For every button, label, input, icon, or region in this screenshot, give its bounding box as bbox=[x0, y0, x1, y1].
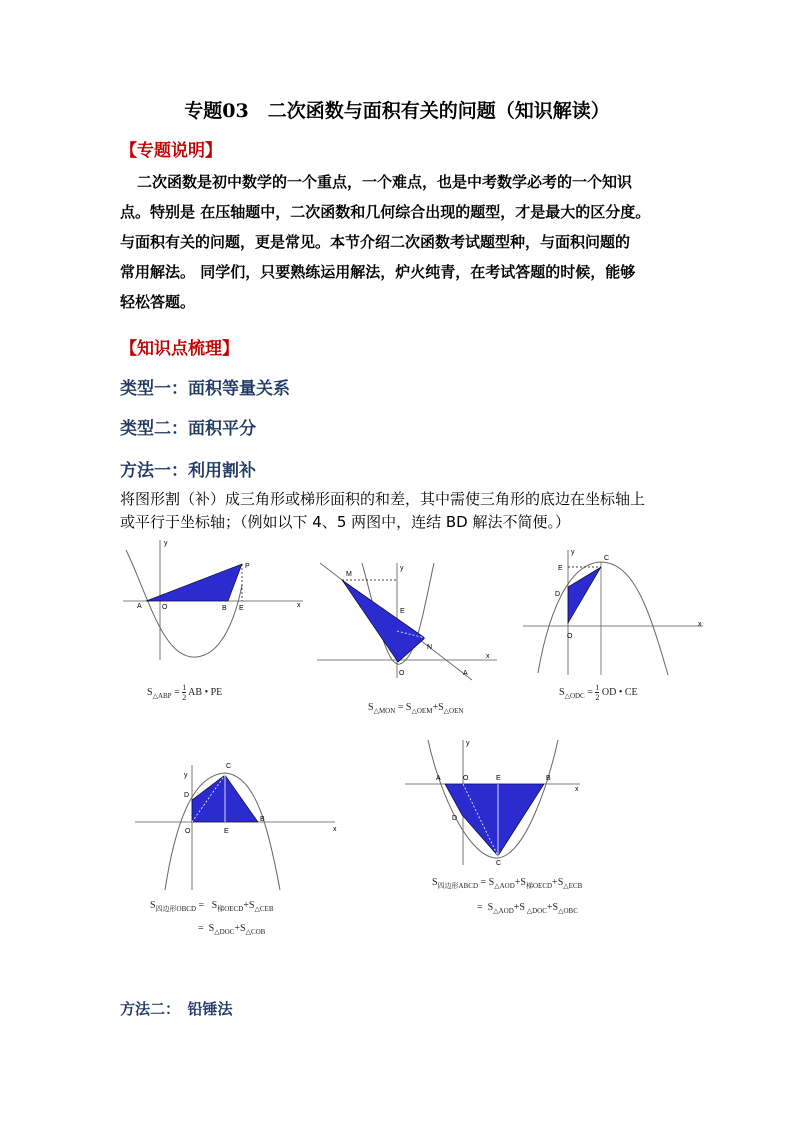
formula-sub: △CEB bbox=[254, 905, 274, 913]
label-a: A bbox=[137, 603, 142, 610]
formula-plus: + bbox=[514, 877, 521, 888]
formula-s: S bbox=[552, 902, 559, 913]
fraction-num: 1 bbox=[595, 683, 600, 692]
section-label-topic: 【专题说明】 bbox=[120, 141, 222, 161]
formula-eq: = bbox=[477, 902, 483, 913]
triangle-odc bbox=[568, 567, 601, 623]
formula-s: S bbox=[240, 923, 246, 934]
label-x: x bbox=[575, 786, 579, 793]
description-line: 或平行于坐标轴；（例如以下 4、5 两图中，连结 BD 解法不简便。） bbox=[120, 513, 571, 531]
formula-s: S bbox=[432, 877, 438, 888]
formula-s: S bbox=[208, 923, 215, 934]
formula-rest: AB • PE bbox=[188, 686, 223, 698]
label-y: y bbox=[184, 772, 188, 779]
figure-3 bbox=[518, 545, 708, 680]
formula-plus: + bbox=[513, 902, 520, 913]
formula-s: S bbox=[488, 877, 495, 888]
formula-sub: △ODC bbox=[564, 691, 585, 700]
label-x: x bbox=[333, 826, 337, 833]
formula-sub: △MON bbox=[373, 707, 396, 715]
formula-sub: 梯OECD bbox=[525, 882, 553, 890]
formula-sub: △OBC bbox=[558, 907, 578, 915]
formula-sub: △DOC bbox=[524, 907, 547, 915]
intro-line: 二次函数是初中数学的一个重点，一个难点，也是中考数学必考的一个知识 bbox=[137, 173, 633, 191]
label-n: N bbox=[427, 644, 433, 651]
formula-plus: + bbox=[546, 902, 553, 913]
label-e: E bbox=[239, 605, 244, 612]
label-a: A bbox=[436, 775, 441, 782]
label-o: O bbox=[567, 633, 573, 640]
label-y: y bbox=[164, 540, 168, 547]
formula-line bbox=[150, 896, 273, 919]
formula-line bbox=[150, 919, 273, 942]
formula-sub: △AOD bbox=[494, 882, 515, 890]
label-e: E bbox=[400, 608, 405, 615]
label-d: D bbox=[555, 591, 561, 598]
label-d: D bbox=[184, 792, 190, 799]
formula-plus: + bbox=[432, 702, 439, 713]
fraction-num: 1 bbox=[182, 683, 187, 692]
figure-2 bbox=[312, 558, 507, 683]
formula-eq: = bbox=[174, 686, 180, 698]
formula-sub: △COB bbox=[245, 928, 266, 936]
formula-plus: + bbox=[243, 900, 249, 911]
formula-s: S bbox=[368, 702, 374, 713]
label-d: D bbox=[452, 815, 458, 822]
intro-line: 常用解法。 同学们，只要熟练运用解法，炉火纯青，在考试答题的时候，能够 bbox=[120, 263, 636, 281]
formula-eq: = bbox=[198, 923, 204, 934]
label-o: O bbox=[463, 775, 469, 782]
formula-s: S bbox=[147, 686, 153, 698]
formula-s: S bbox=[211, 900, 218, 911]
formula-s: S bbox=[557, 877, 564, 888]
formula-s: S bbox=[519, 902, 525, 913]
intro-paragraph bbox=[120, 167, 680, 317]
fraction-den: 2 bbox=[182, 693, 187, 702]
formula-eq: = bbox=[196, 900, 207, 911]
formula-sub: 梯OECD bbox=[217, 905, 244, 913]
label-y: y bbox=[571, 549, 575, 556]
formula-eq: = bbox=[587, 686, 593, 698]
label-b: B bbox=[260, 816, 265, 823]
label-o: O bbox=[162, 604, 168, 611]
label-x: x bbox=[698, 621, 702, 628]
formula-fig2 bbox=[368, 702, 463, 715]
formula-eq: = bbox=[395, 702, 406, 713]
formula-sub: △AOD bbox=[493, 907, 514, 915]
formula-sub: 四边形ABCD bbox=[437, 882, 479, 890]
formula-sub: △ABP bbox=[152, 691, 172, 700]
formula-fig4 bbox=[150, 896, 273, 942]
label-e: E bbox=[224, 828, 229, 835]
formula-sub: △OEN bbox=[443, 707, 464, 715]
method-one-heading: 方法一：利用割补 bbox=[120, 461, 256, 481]
figure-4 bbox=[130, 755, 345, 895]
formula-s: S bbox=[150, 900, 156, 911]
method-two-heading: 方法二： 铅锤法 bbox=[120, 1000, 233, 1018]
figure-1 bbox=[118, 535, 308, 665]
fraction-half bbox=[595, 683, 599, 702]
formula-fig3 bbox=[559, 683, 638, 702]
formula-sub: △DOC bbox=[214, 928, 235, 936]
formula-s: S bbox=[487, 902, 494, 913]
label-y: y bbox=[466, 740, 470, 747]
formula-fig5 bbox=[432, 872, 582, 922]
description-line: 将图形割（补）成三角形或梯形面积的和差，其中需使三角形的底边在坐标轴上 bbox=[120, 490, 646, 508]
intro-line: 轻松答题。 bbox=[120, 293, 196, 311]
formula-plus: + bbox=[552, 877, 558, 888]
intro-line: 与面积有关的问题，更是常见。本节介绍二次函数考试题型种，与面积问题的 bbox=[120, 233, 631, 251]
label-c: C bbox=[496, 860, 502, 867]
label-e: E bbox=[496, 775, 501, 782]
formula-s: S bbox=[438, 702, 444, 713]
label-e: E bbox=[558, 565, 563, 572]
formula-s: S bbox=[520, 877, 526, 888]
formula-line bbox=[432, 897, 582, 922]
label-c: C bbox=[226, 763, 232, 770]
label-o: O bbox=[399, 670, 405, 677]
label-b: B bbox=[546, 775, 551, 782]
label-y: y bbox=[400, 565, 404, 572]
formula-line bbox=[432, 872, 582, 897]
formula-fig1 bbox=[147, 683, 222, 702]
formula-s: S bbox=[559, 686, 565, 698]
label-o: O bbox=[185, 828, 191, 835]
formula-rest: OD • CE bbox=[601, 686, 638, 698]
label-x: x bbox=[486, 653, 490, 660]
parabola-curve bbox=[538, 562, 668, 675]
formula-eq: = bbox=[478, 877, 489, 888]
fraction-half bbox=[182, 683, 186, 702]
label-a: A bbox=[463, 670, 468, 677]
section-label-knowledge: 【知识点梳理】 bbox=[120, 339, 239, 359]
type-one-heading: 类型一：面积等量关系 bbox=[120, 379, 290, 399]
method-one-description bbox=[120, 488, 690, 534]
quadrilateral-abcd bbox=[445, 784, 544, 856]
formula-s: S bbox=[405, 702, 412, 713]
type-two-heading: 类型二：面积平分 bbox=[120, 419, 256, 439]
formula-sub: △ECB bbox=[563, 882, 583, 890]
label-c: C bbox=[604, 555, 610, 562]
formula-sub: △OEM bbox=[411, 707, 433, 715]
label-x: x bbox=[297, 602, 301, 609]
figure-5 bbox=[400, 735, 590, 870]
fraction-den: 2 bbox=[595, 693, 600, 702]
label-p: P bbox=[245, 563, 250, 570]
formula-sub: 四边形OBCD bbox=[155, 905, 197, 913]
label-b: B bbox=[222, 605, 227, 612]
page-title: 专题03 二次函数与面积有关的问题（知识解读） bbox=[184, 100, 610, 122]
intro-line: 点。特别是 在压轴题中，二次函数和几何综合出现的题型，才是最大的区分度。 bbox=[120, 203, 651, 221]
formula-s: S bbox=[248, 900, 255, 911]
label-m: M bbox=[346, 571, 352, 578]
formula-plus: + bbox=[234, 923, 241, 934]
parabola-curve bbox=[126, 550, 242, 657]
